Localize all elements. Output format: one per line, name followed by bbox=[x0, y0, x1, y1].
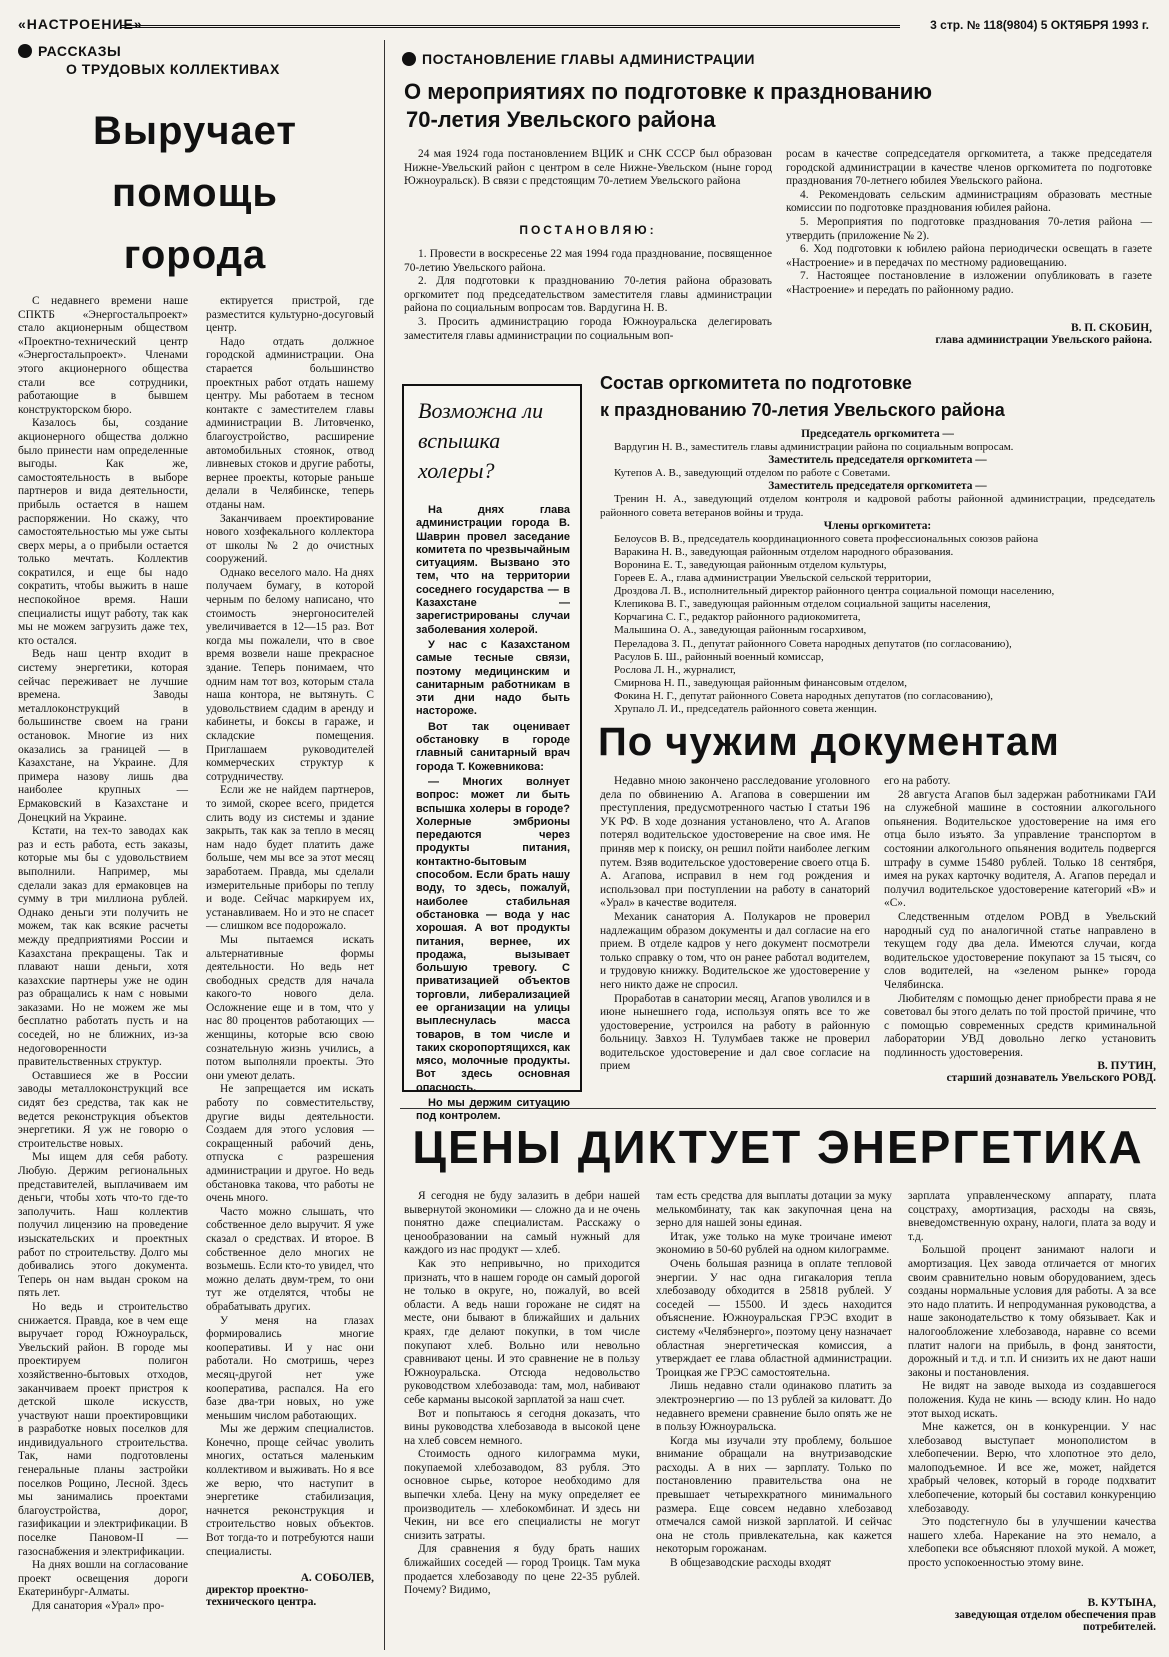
signature-name: В. П. СКОБИН, bbox=[1070, 322, 1152, 334]
energy-col1: Я сегодня не буду залазить в дебри нашей вывернутой экономики — сложно да и не очень понятно даже специалистам. Расскажу о ценообразовании на самый нужный для каждого из нас продукт — хлеб. Как это непривычно, но приходится признать, что в нашем городе он самый дорогой не только в округе, но, пожалуй, во всей области. А ведь наши горожане не сидят на месте, они бывают в ближайших и дальних краях, где делают покупки, в том числе покупают хлеб. Вольно или невольно сравнивают цены. И это сравнение не в пользу Южноуральска. Отсюда недовольство руководством хлебозавода: там, мол, набивают себе карманы высокой зарплатой за наш счет. Вот и попытаюсь я сегодня доказать, что вины руководства хлебозавода в высокой цене на хлеб совсем немного. Стоимость одного килограмма муки, покупаемой хлебозаводом, 83 рубля. Это основное сырье, которое необходимо для выпечки хлеба. Цену на муку определяет ее производитель — хлебокомбинат. И здесь ни Чекин, ни все его специалисты не могут снизить затраты. Для сравнения я буду брать наших ближайших соседей — город Троицк. Там мука продается хлебозаводу по цене 22-35 рублей. Почему? Видимо, bbox=[404, 1190, 640, 1597]
decree-title-line2: 70-летия Увельского района bbox=[406, 107, 716, 132]
signature-role: глава администрации Увельского района. bbox=[935, 334, 1152, 346]
committee-title: Состав оргкомитета по подготовке к празднованию 70-летия Увельского района bbox=[600, 373, 1005, 420]
section-divider bbox=[400, 1108, 1156, 1109]
decree-items-right: росам в качестве сопредседателя оргкомитета, а также председателя городской администрации в качестве членов оргкомитета по подготовке празднования 70-летнего юбилея Увельского района. 4. Рекомендовать сельским администрациям образовать местные комиссии по подготовке празднования юбилея района. 5. Мероприятия по подготовке празднования 70-летия района — утвердить (приложение № 2). 6. Ход подготовки к юбилею района периодически освещать в газете «Настроение» и в передачах по местному радиовещанию. 7. Настоящее постановление в изложении опубликовать в газете «Настроение» и передать по районному радио. bbox=[786, 148, 1152, 296]
decree-title-line1: О мероприятиях по подготовке к празднованию bbox=[404, 79, 933, 104]
decree-resolve: ПОСТАНОВЛЯЮ: bbox=[519, 223, 657, 237]
bullet-icon bbox=[18, 44, 32, 58]
signature-name: В. КУТЫНА, bbox=[1087, 1597, 1156, 1609]
documents-col2: его на работу. 28 августа Агапов был задержан работниками ГАИ на служебной машине в состоянии алкогольного опьянения. Водительское удостоверение на имя его отца было изъято. За управление транспортом в состоянии алкогольного опьянения водитель подвергся штрафу в сумме 15480 рублей. Только 18 сентября, имея на руках карточку водителя, А. Агапов передал и получил водительское удостоверение категорий «В» и «С». Следственным отделом РОВД в Увельский народный суд по аналогичной статье направлено в текущем году два дела. Имеются случаи, когда водительское удостоверение покупают за 15 тысяч, со слов водителей, на «зеленом рынке» города Челябинска. Любителям с помощью денег приобрести права я не советовал бы этого делать по той простой причине, что с помощью современных средств криминальной лаборатории УВД довольно легко установить подлинность удостоверения. bbox=[884, 775, 1156, 1059]
decree-rubric-text: ПОСТАНОВЛЕНИЕ ГЛАВЫ АДМИНИСТРАЦИИ bbox=[422, 51, 755, 67]
title-line2: помощь bbox=[112, 171, 278, 215]
cholera-box bbox=[402, 384, 582, 1123]
energy-title: ЦЕНЫ ДИКТУЕТ ЭНЕРГЕТИКА bbox=[412, 1121, 1144, 1173]
bullet-icon bbox=[402, 52, 416, 66]
decree-title bbox=[404, 78, 1164, 134]
committee-list: Председатель оргкомитета — Вардугин Н. В., заместитель главы администрации района по социальным вопросам. Заместитель председателя оргкомитета — Кутепов А. В., заведующий отделом по работе с Советами. Заместитель председателя оргкомитета — Тренин Н. А., заведующий отделом контроля и кадровой работы районной администрации, председатель районного совета ветеранов войны и труда. Члены оргкомитета: Белоусов В. В., председатель координационного совета профессиональных союзов района Варакина Н. В., заведующая районным отделом народного образования. Воронина Е. Т., заведующая районным отделом культуры, Гореев Е. А., глава администрации Увельской сельской территории, Дроздова Л. В., исполнительный директор районного центра социальной помощи населению, Клепикова В. Г., заведующая районным отделом социальной защиты населения, Корчагина С. Г., редактор районного радиокомитета, Малышина О. А., заведующая районным госархивом, Переладова З. П., депутат районного Совета народных депутатов (по согласованию), Расулов Б. Ш., районный военный комиссар, Рослова Л. Н., журналист, Смирнова Н. П., заведующая районным финансовым отделом, Фокина Н. Г., депутат районного Совета народных депутатов (по согласованию), Хрупало Л. И., председатель районного совета женщин. bbox=[600, 428, 1155, 715]
left-article-col1: С недавнего времени наше СПКТБ «Энергостальпроект» стало акционерным обществом «Проектно-технический центр «Энергостальпроект». Членами этого акционерного общества стали все сотрудники, работающие в бывшем конструкторском бюро. Казалось бы, создание акционерного общества должно было принести нам определенные выгоды. Как же, самостоятельность в выборе партнеров и вида деятельности, прибыль остается в нашем распоряжении. Но скажу, что самостоятельностью мы уже сыты сверх меры, а о прибыли остается только мечтать. Коллектив сократился, и еще бы надо сократить, чтобы выжить в наше неспокойное время. Наши специалисты ищут работу, так как мы не можем загрузить даже тех, кто остался. Ведь наш центр входит в систему энергетики, которая сейчас переживает не лучшие времена. Заводы металлоконструкций в большинстве своем на грани остановок. Многие из них оказались за границей — в Казахстане, на Украине. Для примера назову лишь два наиболее крупных — Ермаковский в Казахстане и Донецкий на Украине. Кстати, на тех-то заводах как раз и есть работа, есть заказы, которые мы бы с удовольствием выполнили. Например, мы сделали заказ для ермаковцев на сумму в три миллиона рублей. Однако деньги эти получить не можем, так как всякие расчеты между предприятиями России и Казахстана прекращены. Так и плавают наши деньги, хотя казахские партнеры уже не один раз обращались к нам с новыми заказами. Но не можем же мы бесплатно работать пусть и на соседей, но не ближних, из-за недоговоренности правительственных структур. Оставшиеся же в России заводы металлоконструкций все сидят без средства, так как не ведется реконструкция объектов энергетики. Я уж не говорю о строительстве новых. Мы ищем для себя работу. Любую. Держим региональных представителей, выплачиваем им деньги, чтобы хоть что-то где-то заполучить. Наш коллектив получил лицензию на проведение изыскательских и проектных работ по строительству. Долго мы добивались этого документа. Теперь он нам выдан сроком на пять лет. Но ведь и строительство снижается. Правда, кое в чем еще выручает город Южноуральск, Увельский район. В городе мы проектируем полигон хозяйственно-бытовых отходов, заканчиваем проект пристроя к детской школе искусств, участвуют наши проектировщики в разработке новых поселков для индивидуального строительства. Так, нами подготовлены генеральные планы застройки поселков Рощино, Лесной. Здесь мы занимались проектами благоустройства, дорог, газификации и электрификации. В поселке Пановом-II — газоснабжения и электрификации. На днях вошли на согласование проект освещения дороги Екатеринбург-Алматы. Для санатория «Урал» про- bbox=[18, 295, 188, 1612]
documents-title: По чужим документам bbox=[598, 720, 1060, 764]
newspaper-name: «НАСТРОЕНИЕ» bbox=[18, 16, 143, 32]
signature-role: директор проектно-технического центра. bbox=[206, 1584, 317, 1608]
left-rubric bbox=[18, 42, 318, 78]
left-article-col2: ектируется пристрой, где разместится культурно-досуговый центр. Надо отдать должное городской администрации. Она старается большинство проектных работ отдать нашему центру. Мы работаем в тесном контакте с заместителем главы администрации В. Литовченко, благоустройство, расширение автомобильных стоянок, отвод ливневых стоков и другие работы, вернее проекты, которые раньше делали в Челябинске, теперь отданы нам. Заканчиваем проектирование нового хозфекального коллектора от школы № 2 до очистных сооружений. Однако веселого мало. На днях получаем бумагу, в которой черным по белому написано, что стоимость энергоносителей увеличивается в 12—15 раз. Вот когда мы пожалели, что в свое время возвели наше прекрасное здание. Теперь понимаем, что одним нам тот воз, которым стала наша контора, не вытянуть. С удовольствием сдадим в аренду и кабинеты, и боксы в гараже, и складские помещения. Приглашаем руководителей коммерческих структур к сотрудничеству. Если же не найдем партнеров, то зимой, скорее всего, придется слить воду из системы и здание закрыть, так как за тепло в месяц нам надо будет платить даже больше, чем мы все за этот месяц заработаем. Правда, мы сделали измерительные приборы по теплу и воде. Сейчас маркируем их, устанавливаем. Но и это не спасет — слишком все подорожало. Мы пытаемся искать альтернативные формы деятельности. Но ведь нет свободных средств для начала какого-то нового дела. Осложнение еще и в том, что у нас 80 процентов работающих — женщины, которые всю свою сознательную жизнь учились, а потом выполняли проекты. Это они умеют делать. Не запрещается им искать работу по совместительству, другие виды деятельности. Создаем для этого условия — сокращенный рабочий день, отпуска с разрешения администрации и другое. Но ведь обстановка такова, что работы не очень много. Часто можно слышать, что собственное дело выручит. Я уже сказал о средствах. И второе. В собственное дело многих не возьмешь. Если кто-то увидел, что можно делать двум-трем, то они тут же отделятся, чтобы не обрабатывать других. У меня на глазах формировались многие кооперативы. И у нас они работали. Но смотришь, через месяц-другой нет уже кооператива, распался. На его базе два-три новых, но уже меньшим числом работающих. Мы же держим специалистов. Конечно, проще сейчас уволить многих, остаться маленьким коллективом и выживать. Но я все же верю, что наступит в энергетике стабилизация, начнется реконструкция и строительство новых объектов. Вот тогда-то и потребуются наши специалисты. bbox=[206, 295, 374, 1558]
signature-name: А. СОБОЛЕВ, bbox=[300, 1572, 374, 1584]
rubric-line1: РАССКАЗЫ bbox=[38, 43, 122, 59]
left-article-signature bbox=[206, 1572, 374, 1608]
cholera-text: На днях глава администрации города В. Шаврин провел заседание комитета по чрезвычайным ситуациям. Вызвано это тем, что на территории соседнего государства — в Казахстане — зарегистрированы случаи заболевания холерой. У нас с Казахстаном самые тесные связи, поэтому медицинским и санитарным работникам в эти дни надо быть настороже. Вот так оценивает обстановку в городе главный санитарный врач города Т. Кожевникова: — Многих волнует вопрос: может ли быть вспышка холеры в городе? Холерные эмбрионы передаются через продукты питания, контактно-бытовым способом. Если брать нашу воду, то здесь, пожалуй, наиболее стабильная обстановка — вода у нас хорошая. А вот продукты питания, вернее, их продажа, вызывает большую тревогу. С приватизацией объектов торговли, либерализацией ее организации на улицы выплеснулась масса товаров, в том числе и таких скоропортящихся, как мясо, молочные продукты. Вот здесь основная опасность. Но мы держим ситуацию под контролем. bbox=[416, 504, 570, 1123]
decree-rubric bbox=[402, 50, 842, 68]
decree-signature bbox=[786, 322, 1152, 346]
header-rule bbox=[120, 25, 900, 28]
title-line3: города bbox=[123, 233, 267, 277]
decree-intro: 24 мая 1924 года постановлением ВЦИК и СНК СССР был образован Нижне-Увельский район с центром в селе Нижне-Увельском (ныне город Южноуральск). В связи с предстоящим 70-летием Увельского района bbox=[404, 148, 772, 188]
title-line1: Выручает bbox=[93, 109, 297, 153]
left-article-title bbox=[60, 100, 330, 286]
documents-col1: Недавно мною закончено расследование уголовного дела по обвинению А. Агапова в совершении им преступления, предусмотренного частью I статьи 196 УК РФ. В ходе дознания установлено, что А. Агапов потерял водительское удостоверение на свое имя. Не приняв мер к поиску, он решил пойти наиболее легким путем. Взяв водительское удостоверение своего отца Б. А. Агапова, исправил в нем год рождения и использовал при поступлении на работу в санаторий «Урал» в качестве водителя. Механик санатория А. Полукаров не проверил надлежащим образом документы и дал согласие на его прием. В отделе кадров у него документ посмотрели только справку о том, что он ранее работал водителем, и трудовую книжку. Водительское же удостоверение у него никто даже не спросил. Проработав в санатории месяц, Агапов уволился и в июне нынешнего года, используя опять все то же удостоверение, устроился на работу в районную больницу. Завхоз Н. Тулумбаев также не проверил водительское удостоверение и дал свое согласие на прием bbox=[600, 775, 870, 1073]
column-divider bbox=[384, 40, 385, 1650]
signature-role: заведующая отделом обеспечения прав потребителей. bbox=[954, 1609, 1156, 1633]
signature-role: старший дознаватель Увельского РОВД. bbox=[946, 1072, 1156, 1084]
cholera-title: Возможна ли вспышка холеры? bbox=[418, 398, 544, 483]
decree-items-left: 1. Провести в воскресенье 22 мая 1994 года празднование, посвященное 70-летию Увельского района. 2. Для подготовки к празднованию 70-летия района образовать оргкомитет под председательством заместителя главы администрации района по социальным вопросам тов. Вардугина Н. В. 3. Просить администрацию города Южноуральска делегировать заместителя главы администрации по социальным воп- bbox=[404, 248, 772, 342]
issue-info: 3 стр. № 118(9804) 5 ОКТЯБРЯ 1993 г. bbox=[930, 18, 1149, 32]
documents-signature bbox=[884, 1060, 1156, 1084]
rubric-line2: О ТРУДОВЫХ КОЛЛЕКТИВАХ bbox=[66, 61, 280, 77]
energy-col2: там есть средства для выплаты дотации за муку мелькомбинату, так как закупочная цена на зерно для нашей зоны единая. Итак, уже только на муке троичане имеют экономию в 50-60 рублей на одном килограмме. Очень большая разница в оплате тепловой энергии. У нас одна гигакалория тепла хлебозаводу обходится в 25818 рублей. У соседей — 15500. И здесь находится объяснение. Южноуральская ГРЭС входит в систему «Челябэнерго», поэтому цену назначает областная энергетическая комиссия, а утверждает ее глава областной администрации. Троицкая же ГРЭС самостоятельна. Лишь недавно стали одинаково платить за электроэнергию — по 13 рублей за киловатт. До недавнего времени сравнение было опять же не в пользу Южноуральска. Когда мы изучали эту проблему, большое внимание обращали на внутризаводские расходы. А в них — зарплату. Только по постановлению правительства она не превышает четырехкратного минимального размера. Еще совсем недавно хлебозавод отмечался самой низкой зарплатой. И сейчас она не столь привлекательна, как кажется некоторым горожанам. В общезаводские расходы входят bbox=[656, 1190, 892, 1570]
signature-name: В. ПУТИН, bbox=[1097, 1060, 1156, 1072]
energy-signature bbox=[908, 1597, 1156, 1633]
energy-col3: зарплата управленческому аппарату, плата соцстраху, амортизация, расходы на связь, вневедомственную охрану, налоги, плата за воду и т.д. Большой процент занимают налоги и амортизация. Цех завода отличается от многих своим сравнительно новым оборудованием, здесь созданы нормальные условия для работы. А за все это надо платить. И непродуманная руководства, а наше законодательство к тому обязывает. Как и налогообложение хлебозавода, наравне со всеми платит налоги на прибыль, в фонд занятости, дорожный и т.д. и т.п. И снизить их не дают наши законы и постановления. Не видят на заводе выхода из создавшегося положения. Куда не кинь — всюду клин. Но надо этот выход искать. Мне кажется, он в конкуренции. У нас хлебозавод выступает монополистом в хлебопечении. Верю, что хлопотное это дело, малоподъемное. И все же, может, найдется храбрый человек, который в городе подхватит хлебопечение, который бы составил конкуренцию хлебозаводу. Это подстегнуло бы в улучшении качества нашего хлеба. Нарекание на это немало, а хлебопеки все объясняют плохой мукой. А может, просто успокоенностью этому вине. bbox=[908, 1190, 1156, 1570]
